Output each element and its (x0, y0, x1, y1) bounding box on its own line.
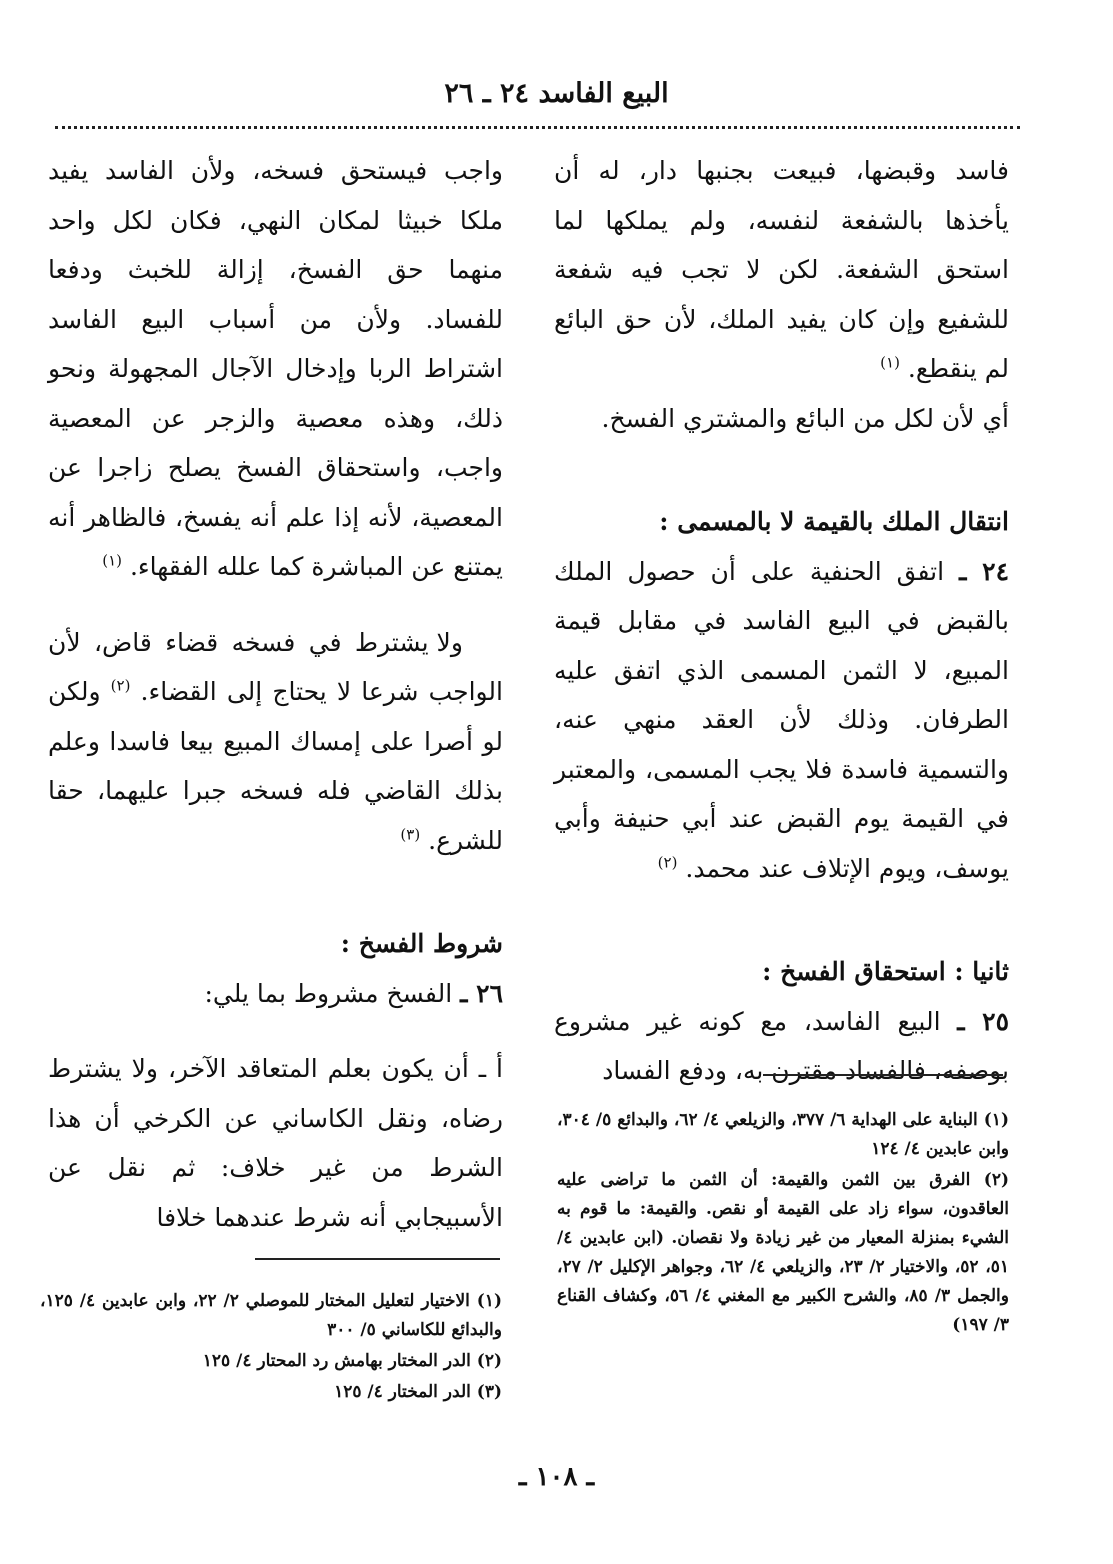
paragraph-25 (554, 997, 1009, 1096)
paragraph-text: فاسد وقبضها، فبيعت بجنبها دار، له أن يأخذها بالشفعة لنفسه، ولم يملكها لما استحق الشفعة. لكن لا تجب فيه شفعة للشفيع وإن كان يفيد الملك، لأن حق البائع لم ينقطع. (554, 156, 1009, 383)
section-heading-transfer-of-ownership: انتقال الملك بالقيمة لا بالمسمى : (659, 507, 1009, 536)
paragraph-text: واجب فيستحق فسخه، ولأن الفاسد يفيد ملكا خبيثا لمكان النهي، فكان لكل واحد منهما حق الفسخ، إزالة للخبث ودفعا للفساد. ولأن من أسباب البيع الفاسد اشتراط الربا وإدخال الآجال المجهولة ونحو ذلك، وهذه معصية والزجر عن المعصية واجب، واستحقاق الفسخ يصلح زاجرا عن المعصية، لأنه إذا علم أنه يفسخ، فالظاهر أنه يمتنع عن المباشرة كما علله الفقهاء. (48, 156, 503, 581)
paragraph (554, 146, 1009, 394)
footnote: (٢) الدر المختار بهامش رد المحتار ٤/ ١٢٥ (202, 1351, 502, 1371)
paragraph-text: الفسخ مشروط بما يلي: (204, 978, 453, 1008)
footnote: (١) الاختيار لتعليل المختار للموصلي ٢/ ٢٢، وابن عابدين ٤/ ١٢٥، والبدائع للكاساني ٥/ ٣٠٠ (40, 1291, 502, 1340)
section-heading-right-of-rescission: ثانيا : استحقاق الفسخ : (762, 957, 1009, 986)
paragraph-text: اتفق الحنفية على أن حصول الملك بالقبض في البيع الفاسد في مقابل قيمة المبيع، لا الثمن المسمى الذي اتفق عليه الطرفان. وذلك لأن العقد منهي عنه، والتسمية فاسدة فلا يجب المسمى، والمعتبر في القيمة يوم القبض عند أبي حنيفة وأبي يوسف، ويوم الإتلاف عند محمد. (554, 556, 1009, 883)
footnote-ref: (٢) (110, 676, 131, 695)
spacer (48, 592, 503, 618)
spacer (48, 865, 503, 919)
footnotes-left (40, 1287, 502, 1409)
footnotes-right (557, 1106, 1009, 1342)
footnote-ref: (٢) (657, 853, 678, 872)
paragraph (48, 146, 503, 592)
paragraph-number: ٢٤ ـ (959, 556, 1010, 586)
footnote-ref: (١) (880, 353, 900, 372)
paragraph-text: البيع الفاسد، مع كونه غير مشروع بوصفه، فالفساد مقترن به، ودفع الفساد (554, 1006, 1009, 1085)
paragraph-26 (48, 969, 503, 1019)
footnote-ref: (١) (102, 551, 122, 570)
footnote: (٢) الفرق بين الثمن والقيمة: أن الثمن ما تراضى عليه العاقدون، سواء زاد على القيمة أو نقص. والقيمة: ما قوم به الشيء بمنزلة المعيار من غير زيادة ولا نقصان. (ابن عابدين ٤/ ٥١، ٥٢، والاختيار ٢/ ٢٣، والزيلعي ٤/ ٦٢، وجواهر الإكليل ٢/ ٢٧، والجمل ٣/ ٨٥، والشرح الكبير مع المغني ٤/ ٥٦، وكشاف القناع ٣/ ١٩٧) (557, 1170, 1009, 1335)
paragraph (48, 618, 503, 866)
paragraph-number: ٢٥ ـ (957, 1006, 1010, 1036)
spacer (554, 443, 1009, 497)
spacer (554, 893, 1009, 947)
spacer (48, 1018, 503, 1044)
section-heading-conditions: شروط الفسخ : (340, 929, 503, 958)
paragraph-condition-a: أ ـ أن يكون بعلم المتعاقد الآخر، ولا يشترط رضاه، ونقل الكاساني عن الكرخي أن هذا الشرط من غير خلاف: ثم نقل عن الأسبيجابي أنه شرط عندهما خلافا (48, 1054, 503, 1232)
footnote-ref: (٣) (400, 825, 421, 844)
paragraph-text: ولكن لو أصرا على إمساك المبيع بيعا فاسدا وعلم بذلك القاضي فله فسخه جبرا عليهما، حقا للشرع. (48, 677, 503, 855)
footnote-rule (255, 1258, 500, 1260)
paragraph-24 (554, 547, 1009, 894)
left-column (48, 146, 503, 1242)
paragraph-text: ولا يشترط في فسخه قضاء قاض، لأن الواجب شرعا لا يحتاج إلى القضاء. (48, 627, 503, 706)
header-dotted-rule (55, 126, 1020, 129)
page-number: ـ ١٠٨ ـ (518, 1462, 595, 1492)
right-column (554, 146, 1009, 1096)
footnote-rule (763, 1074, 1003, 1076)
footnote: (١) البناية على الهداية ٦/ ٣٧٧، والزيلعي ٤/ ٦٢، والبدائع ٥/ ٣٠٤، وابن عابدين ٤/ ١٢٤ (557, 1110, 1009, 1159)
paragraph: أي لأن لكل من البائع والمشتري الفسخ. (601, 403, 1009, 433)
paragraph-number: ٢٦ ـ (460, 978, 503, 1008)
footnote: (٣) الدر المختار ٤/ ١٢٥ (334, 1382, 502, 1402)
running-header: البيع الفاسد ٢٤ ـ ٢٦ (444, 78, 669, 109)
